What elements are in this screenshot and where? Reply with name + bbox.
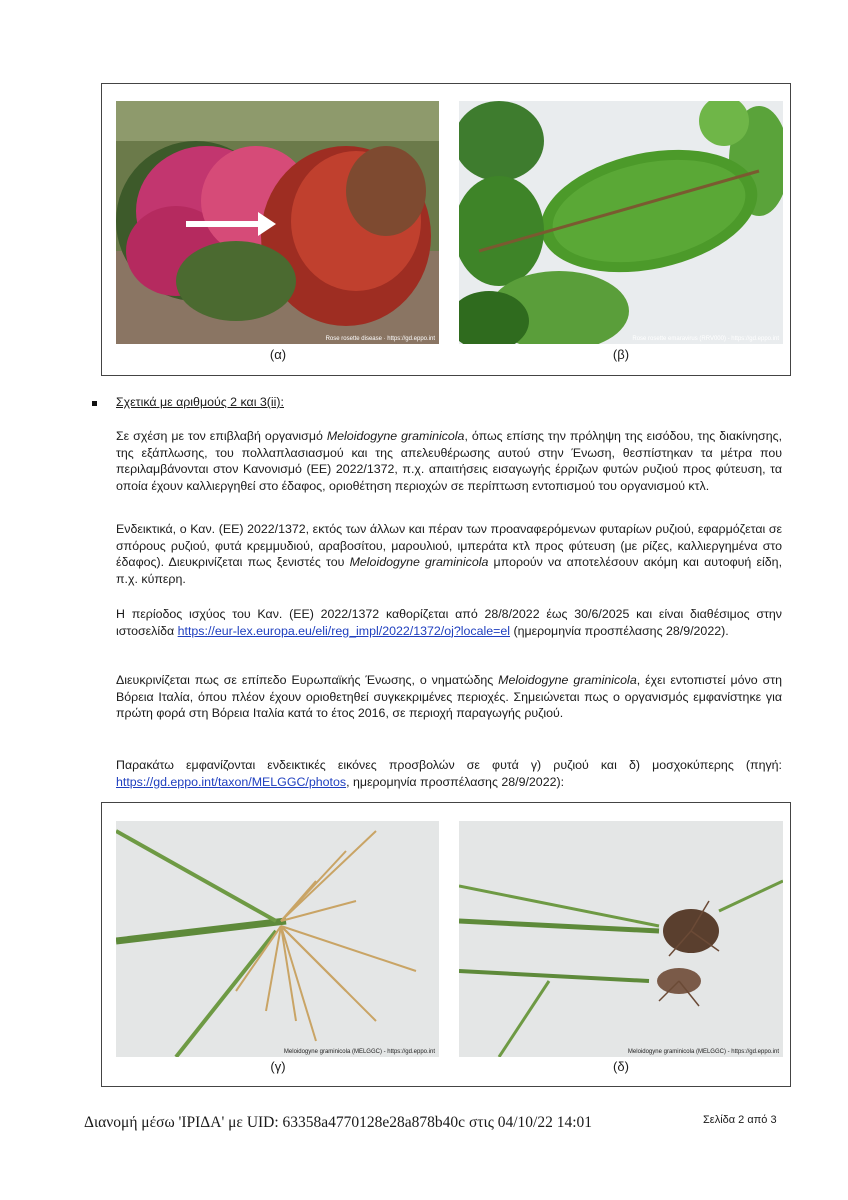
caption-g: (γ): [270, 1059, 286, 1074]
caption-d: (δ): [613, 1059, 629, 1074]
page-number: Σελίδα 2 από 3: [703, 1114, 777, 1126]
rice-root-photo: [116, 821, 439, 1057]
photo-credit: Rose rosette emaravirus (RRV000) - https://gd.eppo.int: [632, 336, 779, 342]
photo-credit: Meloidogyne graminicola (MELGGC) - https://gd.eppo.int: [283, 1049, 435, 1055]
photo-credit: Meloidogyne graminicola (MELGGC) - https://gd.eppo.int: [627, 1049, 779, 1055]
rose-bush-photo: [116, 101, 439, 344]
distribution-footer: Διανομή μέσω 'ΙΡΙΔΑ' με UID: 63358a4770128e28a878b40c στις 04/10/22 14:01: [84, 1114, 593, 1131]
eppo-photos-link[interactable]: https://gd.eppo.int/taxon/MELGGC/photos: [116, 774, 347, 789]
caption-b: (β): [612, 347, 630, 362]
paragraph-1: Σε σχέση με τον επιβλαβή οργανισμό Meloidogyne graminicola, όπως επίσης την πρόληψη της εισόδου, της διακίνησης, της εξάπλωσης, του πολλαπλασιασμού και της απελευθέρωσης αυτού στην Ένωση, θεσπίστηκαν τα μέτρα που περιλαμβάνονται στον Κανονισμό (ΕΕ) 2022/1372, π.χ. απαιτήσεις εισαγωγής έρριζων φυτών ρυζιού προς φύτευση, τα οποία έχουν καλλιεργηθεί στο έδαφος, οριοθέτηση περιοχών σε περίπτωση εντοπισμού του οργανισμού κτλ.: [116, 429, 783, 493]
caption-a: (α): [269, 347, 287, 362]
paragraph-2: Ενδεικτικά, ο Καν. (ΕΕ) 2022/1372, εκτός των άλλων και πέραν των προαναφερόμενων φυταρίων ρυζιού, εφαρμόζεται σε σπόρους ρυζιού, φυτά κρεμμυδιού, αραβοσίτου, μαρουλιού, ιμπεράτα κτλ προς φύτευση (με ρίζες, καλλιεργημένα στο έδαφος). Διευκρινίζεται πως ξενιστές του Meloidogyne graminicola μπορούν να αποτελέσουν ακόμη και αυτοφυή είδη, π.χ. κύπερη.: [116, 522, 783, 586]
sedge-root-photo: [459, 821, 783, 1057]
photo-credit: Rose rosette disease · https://gd.eppo.int: [325, 336, 435, 342]
paragraph-5: Παρακάτω εμφανίζονται ενδεικτικές εικόνες προσβολών σε φυτά γ) ρυζιού και δ) μοσχοκύπερης (πηγή: https://gd.eppo.int/taxon/MELGGC/photos, ημερομηνία προσπέλασης 28/9/2022):: [116, 758, 782, 789]
paragraph-3: Η περίοδος ισχύος του Καν. (ΕΕ) 2022/1372 καθορίζεται από 28/8/2022 έως 30/6/2025 και είναι διαθέσιμος στην ιστοσελίδα https://eur-lex.europa.eu/eli/reg_impl/2022/1372/oj?locale=el (ημερομηνία προσπέλασης 28/9/2022).: [116, 607, 782, 638]
bullet-marker: [92, 401, 97, 406]
bottom-figure-box: [101, 802, 791, 1087]
top-figure-box: [101, 83, 791, 376]
section-heading: Σχετικά με αριθμούς 2 και 3(ii):: [116, 395, 284, 409]
rose-leaf-photo: [459, 101, 783, 344]
paragraph-4: Διευκρινίζεται πως σε επίπεδο Ευρωπαϊκής Ένωσης, ο νηματώδης Meloidogyne graminicola, έχει εντοπιστεί μόνο στη Βόρεια Ιταλία, όπου πλέον έχουν οριοθετηθεί συγκεκριμένες περιοχές. Σημειώνεται πως ο οργανισμός εμφανίστηκε για πρώτη φορά στη Βόρεια Ιταλία κατά το έτος 2016, σε περιοχή παραγωγής ρυζιού.: [116, 673, 783, 721]
eur-lex-link[interactable]: https://eur-lex.europa.eu/eli/reg_impl/2022/1372/oj?locale=el: [177, 623, 510, 638]
